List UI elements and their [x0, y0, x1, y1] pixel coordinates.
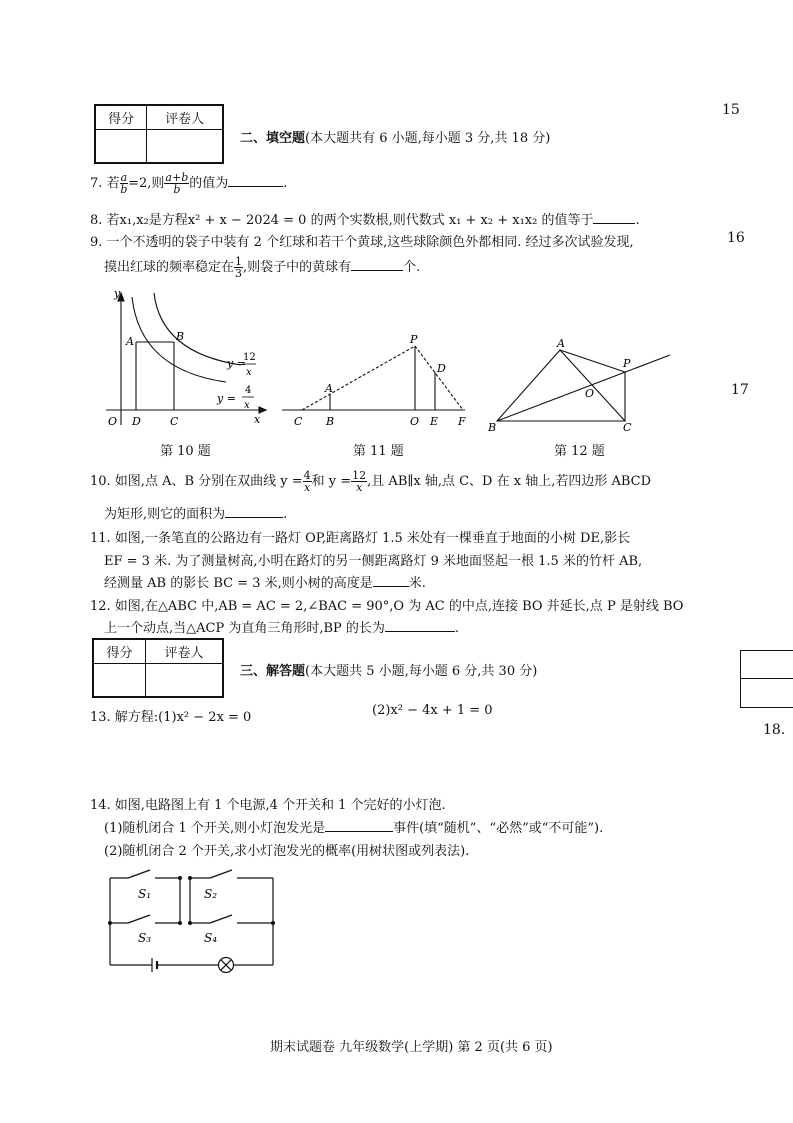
- question-14-line2: [104, 817, 603, 836]
- score-label: 得分: [96, 106, 147, 130]
- q8-answer-blank[interactable]: [593, 223, 635, 224]
- fraction-a-plus-b-over-b: $\frac{a+b}{b}$: [165, 171, 189, 196]
- fig10-formula-1-num: 12: [243, 352, 256, 363]
- grader-label-2: 评卷人: [145, 640, 222, 664]
- score-cell-2[interactable]: [94, 664, 146, 697]
- question-14-line3: (2)随机闭合 2 个开关,求小灯泡发光的概率(用树状图或列表法).: [104, 844, 470, 859]
- q10-text-b: 和 y =: [311, 474, 352, 489]
- junction-dot: [188, 921, 192, 925]
- margin-score-box-fragment: [740, 650, 793, 708]
- fig10-label-A: A: [126, 335, 134, 348]
- q10-text-c: ,且 AB∥x 轴,点 C、D 在 x 轴上,若四边形 ABCD: [367, 474, 652, 489]
- fig11-label-A: A: [325, 382, 333, 395]
- question-11-line1: 11. 如图,一条笔直的公路边有一路灯 OP,距离路灯 1.5 米处有一棵垂直于地面的小树 DE,影长: [90, 531, 631, 546]
- fig12-label-A: A: [557, 337, 565, 350]
- margin-number-18: 18.: [763, 722, 786, 738]
- fig11-label-O: O: [410, 415, 420, 428]
- fig10-formula-2-num: 4: [245, 385, 252, 396]
- grader-cell[interactable]: [147, 130, 223, 163]
- q8-tail: .: [635, 213, 640, 228]
- section3-title: 三、解答题: [240, 664, 306, 679]
- score-box-2: [92, 638, 224, 698]
- q10-tail: .: [283, 507, 288, 522]
- fig10-label-O: O: [108, 415, 118, 428]
- question-9-line2: [104, 256, 420, 279]
- fig10-caption: 第 10 题: [160, 444, 211, 459]
- fig10-formula-2-den: x: [244, 400, 250, 411]
- q14-answer-blank[interactable]: [325, 831, 393, 832]
- switch-s1-label: S₁: [138, 887, 152, 901]
- q7-text-2: =2,则: [128, 176, 165, 191]
- question-7: [90, 172, 287, 195]
- q7-tail: .: [283, 176, 288, 191]
- fig12-label-O: O: [585, 387, 595, 400]
- section2-heading: [240, 127, 550, 146]
- junction-dot: [108, 921, 112, 925]
- question-10-line2: [104, 503, 287, 522]
- fraction-12-over-x: $\frac{12}{x}$: [352, 469, 367, 494]
- q7-number: 7.: [90, 176, 103, 191]
- q9-answer-blank[interactable]: [351, 270, 403, 271]
- section2-title: 二、填空题: [240, 131, 306, 146]
- fig11-label-B: B: [326, 415, 335, 428]
- question-12-line1: 12. 如图,在△ABC 中,AB = AC = 2,∠BAC = 90°,O 为 AC 的中点,连接 BO 并延长,点 P 是射线 BO: [90, 599, 684, 614]
- fig10-formula-1: y =: [227, 357, 246, 370]
- junction-dot: [178, 876, 182, 880]
- q14-line2-text-b: 事件(填“随机”、“必然”或“不可能”).: [393, 821, 604, 836]
- margin-number-17: 17: [731, 382, 749, 398]
- margin-number-15: 15: [722, 102, 740, 118]
- score-cell[interactable]: [96, 130, 147, 163]
- fig10-formula-1-den: x: [246, 367, 252, 378]
- fig10-label-D: D: [132, 415, 141, 428]
- figure-10: [96, 285, 276, 430]
- page-footer: 期末试题卷 九年级数学(上学期) 第 2 页(共 6 页): [270, 1040, 553, 1055]
- q12-tail: .: [454, 621, 460, 636]
- junction-dot: [188, 876, 192, 880]
- fraction-4-over-x: $\frac{4}{x}$: [303, 469, 311, 494]
- switch-s2-label: S₂: [204, 887, 218, 901]
- q9-text-b: ,则袋子中的黄球有: [243, 260, 352, 275]
- fig11-label-E: E: [430, 415, 439, 428]
- junction-dot: [271, 921, 275, 925]
- score-label-2: 得分: [94, 640, 146, 664]
- score-box: [94, 104, 224, 164]
- fig10-label-x: x: [254, 413, 261, 426]
- fig10-label-B: B: [176, 330, 185, 343]
- fig10-label-C: C: [170, 415, 179, 428]
- question-8: [90, 209, 640, 228]
- fig11-caption: 第 11 题: [353, 444, 404, 459]
- section3-desc: (本大题共 5 小题,每小题 6 分,共 30 分): [305, 664, 538, 679]
- fig11-label-P: P: [410, 333, 418, 346]
- question-13-part1: 13. 解方程:(1)x² − 2x = 0: [90, 710, 252, 725]
- q14-line2-text-a: (1)随机闭合 1 个开关,则小灯泡发光是: [104, 821, 326, 836]
- question-10-line1: [90, 470, 651, 493]
- fraction-one-third: $\frac{1}{3}$: [235, 255, 243, 280]
- figure-12: [485, 335, 675, 435]
- q12-line2-text: 上一个动点,当△ACP 为直角三角形时,BP 的长为: [104, 621, 385, 636]
- q10-line2-text: 为矩形,则它的面积为: [104, 507, 226, 522]
- question-12-line2: [104, 617, 459, 636]
- fig10-label-y: y: [114, 287, 121, 300]
- question-11-line2: EF = 3 米. 为了测量树高,小明在路灯的另一侧距离路灯 9 米地面竖起一根 1.5 米的竹杆 AB,: [104, 554, 643, 569]
- q11-tail: 米.: [408, 576, 426, 591]
- section2-desc: (本大题共有 6 小题,每小题 3 分,共 18 分): [305, 131, 551, 146]
- q9-text-c: 个.: [403, 260, 421, 275]
- q12-answer-blank[interactable]: [385, 631, 455, 632]
- fig10-formula-2: y =: [217, 392, 236, 405]
- circuit-diagram: [100, 868, 285, 973]
- switch-s4-label: S₄: [204, 931, 218, 945]
- q11-answer-blank[interactable]: [373, 586, 409, 587]
- fig11-label-D: D: [437, 362, 446, 375]
- q10-text-a: 10. 如图,点 A、B 分别在双曲线 y =: [90, 474, 303, 489]
- fraction-a-over-b: $\frac{a}{b}$: [120, 171, 128, 196]
- junction-dot: [178, 921, 182, 925]
- grader-cell-2[interactable]: [145, 664, 222, 697]
- question-14-line1: 14. 如图,电路图上有 1 个电源,4 个开关和 1 个完好的小灯泡.: [90, 798, 446, 813]
- question-11-line3: [104, 572, 426, 591]
- q9-text-a: 摸出红球的频率稳定在: [104, 260, 235, 275]
- question-13-part2: (2)x² − 4x + 1 = 0: [372, 703, 493, 718]
- q7-text-3: 的值为: [189, 176, 229, 191]
- margin-number-16: 16: [727, 230, 745, 246]
- switch-s3-label: S₃: [138, 931, 152, 945]
- q7-text-1: 若: [106, 176, 120, 191]
- fig12-caption: 第 12 题: [554, 444, 605, 459]
- section3-heading: [240, 660, 537, 679]
- q10-answer-blank[interactable]: [225, 517, 283, 518]
- fig11-label-F: F: [458, 415, 466, 428]
- fig12-label-C: C: [623, 421, 632, 434]
- figure-11: [280, 330, 475, 430]
- fig12-label-B: B: [488, 421, 497, 434]
- q7-answer-blank[interactable]: [228, 186, 283, 187]
- fig11-label-C: C: [294, 415, 303, 428]
- fig12-label-P: P: [623, 357, 631, 370]
- q11-line3-text: 经测量 AB 的影长 BC = 3 米,则小树的高度是: [104, 576, 373, 591]
- q8-text: 8. 若x₁,x₂是方程x² + x − 2024 = 0 的两个实数根,则代数式 x₁ + x₂ + x₁x₂ 的值等于: [90, 213, 594, 228]
- question-9-line1: 9. 一个不透明的袋子中装有 2 个红球和若干个黄球,这些球除颜色外都相同. 经过多次试验发现,: [90, 235, 634, 250]
- grader-label: 评卷人: [147, 106, 223, 130]
